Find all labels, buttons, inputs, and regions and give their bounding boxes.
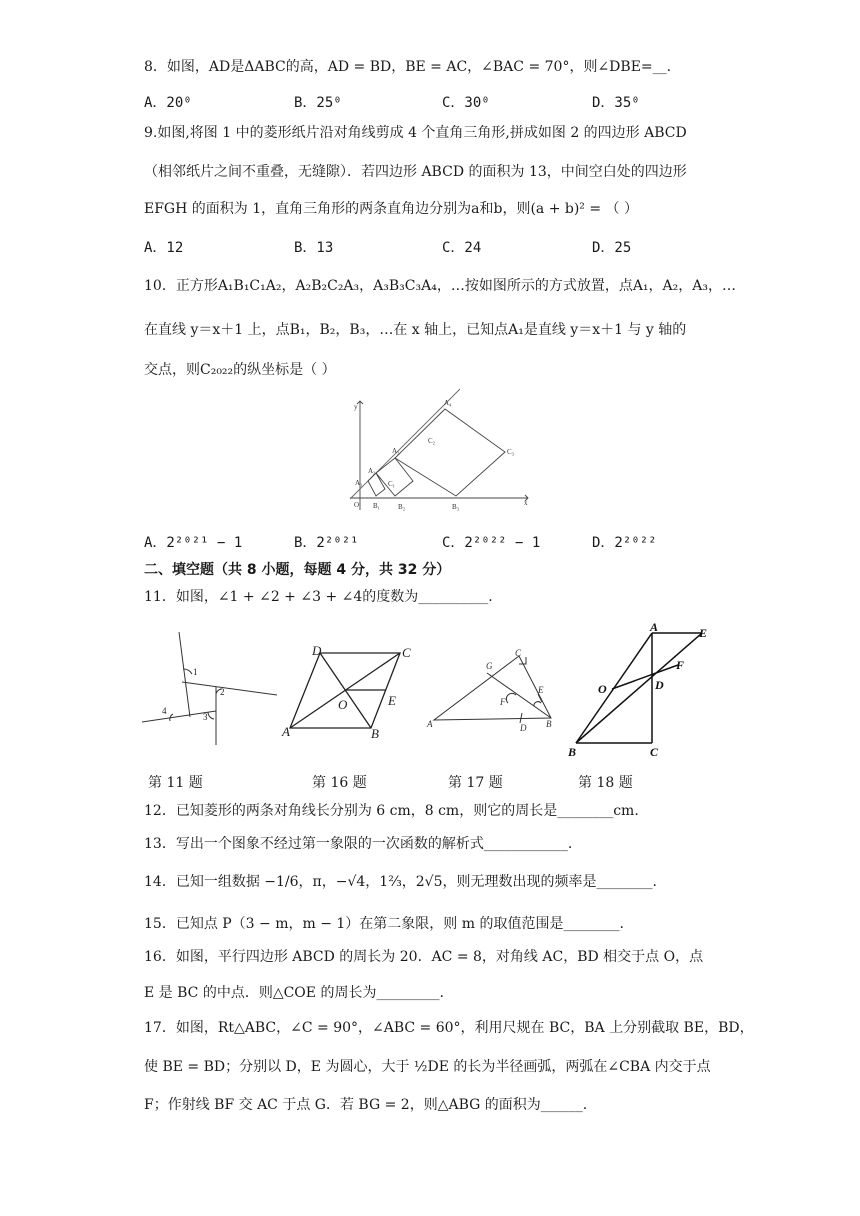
q8-option-d: D．35⁰ <box>592 95 640 111</box>
caption-figure-16: 第 16 题 <box>312 775 367 791</box>
fig11-angle-2: 2 <box>220 687 225 697</box>
q10-fig-label-b1: B₁ <box>373 502 381 510</box>
fig17-label-f: F <box>500 697 506 707</box>
section-2-heading: 二、填空题（共 8 小题，每题 4 分，共 32 分） <box>144 562 451 578</box>
fig17-label-d: D <box>520 723 527 733</box>
q10-fig-label-c3: C₃ <box>507 448 515 456</box>
figure-16 <box>282 643 422 743</box>
fig11-angle-4: 4 <box>162 706 167 716</box>
fig18-label-c: C <box>650 745 659 759</box>
q10-option-c: C．2²⁰²² − 1 <box>442 535 541 551</box>
figure-18 <box>566 620 726 759</box>
q10-fig-label-x: x <box>524 499 528 507</box>
q10-fig-label-a2: A₂ <box>368 467 376 475</box>
question-14-text: 14．已知一组数据 −1/6，π，−√4，1⅔，2√5，则无理数出现的频率是________. <box>144 874 657 890</box>
q10-fig-label-o: O <box>354 501 360 509</box>
caption-figure-18: 第 18 题 <box>578 775 633 791</box>
figure-11 <box>142 625 282 745</box>
question-17-line-3: F；作射线 BF 交 AC 于点 G．若 BG = 2，则△ABG 的面积为______. <box>144 1097 588 1113</box>
question-12-text: 12．已知菱形的两条对角线长分别为 6 cm，8 cm，则它的周长是________cm. <box>144 803 639 819</box>
q9-option-d: D．25 <box>592 240 632 256</box>
q10-fig-label-b3: B₃ <box>452 503 460 511</box>
q10-fig-label-c2: C₂ <box>428 437 436 445</box>
question-16-line-2: E 是 BC 的中点．则△COE 的周长为_________. <box>144 985 444 1001</box>
fig17-label-a: A <box>427 719 433 729</box>
fig16-label-o: O <box>338 697 348 712</box>
fig16-label-b: B <box>371 726 379 741</box>
fig11-angle-3: 3 <box>203 712 208 722</box>
fig18-label-d: D <box>655 678 664 692</box>
question-16-line-1: 16．如图，平行四边形 ABCD 的周长为 20．AC = 8，对角线 AC，BD 相交于点 O，点 <box>144 949 704 965</box>
question-17-line-2: 使 BE = BD；分别以 D，E 为圆心，大于 ½DE 的长为半径画弧，两弧在∠CBA 内交于点 <box>144 1059 711 1075</box>
question-9-line-1: 9.如图,将图 1 中的菱形纸片沿对角线剪成 4 个直角三角形,拼成如图 2 的四边形 ABCD <box>144 125 687 141</box>
q10-fig-label-b2: B₂ <box>398 503 406 511</box>
fig16-label-d: D <box>312 643 322 658</box>
fig16-label-c: C <box>402 645 411 660</box>
q10-option-d: D．2²⁰²² <box>592 535 657 551</box>
figure-17 <box>424 647 564 747</box>
fig16-label-e: E <box>388 693 396 708</box>
question-9-line-3: EFGH 的面积为 1，直角三角形的两条直角边分别为a和b，则(a + b)² = （ ） <box>144 201 638 217</box>
q9-option-b: B．13 <box>294 240 334 256</box>
question-10-line-3: 交点，则C₂₀₂₂的纵坐标是（ ） <box>144 362 336 378</box>
question-10-line-1: 10．正方形A₁B₁C₁A₂，A₂B₂C₂A₃，A₃B₃C₃A₄，…按如图所示的方式放置，点A₁，A₂，A₃，… <box>144 278 736 294</box>
question-11-text: 11．如图，∠1 + ∠2 + ∠3 + ∠4的度数为__________. <box>144 589 493 605</box>
question-17-line-1: 17．如图，Rt△ABC，∠C = 90°，∠ABC = 60°，利用尺规在 BC，BA 上分别截取 BE，BD， <box>144 1020 754 1036</box>
fig17-label-b: B <box>546 719 552 729</box>
fig17-label-g: G <box>486 661 493 671</box>
question-15-text: 15．已知点 P（3 − m，m − 1）在第二象限，则 m 的取值范围是________. <box>144 916 624 932</box>
question-8-text: 8．如图，AD是ΔABC的高，AD = BD，BE = AC，∠BAC = 70°，则∠DBE=__. <box>144 59 672 75</box>
q8-option-c: C．30⁰ <box>442 95 490 111</box>
fig18-label-e: E <box>699 626 708 640</box>
question-10-line-2: 在直线 y＝x＋1 上，点B₁，B₂，B₃，…在 x 轴上，已知点A₁是直线 y＝x＋1 与 y 轴的 <box>144 322 687 338</box>
fig18-label-f: F <box>676 658 685 672</box>
fig11-angle-1: 1 <box>193 667 198 677</box>
fig16-label-a: A <box>282 724 290 739</box>
q10-figure <box>340 395 540 525</box>
q10-fig-label-y: y <box>354 403 358 411</box>
q8-option-b: B．25⁰ <box>294 95 342 111</box>
fig18-label-b: B <box>568 745 577 759</box>
caption-figure-17: 第 17 题 <box>448 775 503 791</box>
q10-fig-label-c1: C₁ <box>388 480 396 488</box>
question-13-text: 13．写出一个图象不经过第一象限的一次函数的解析式____________. <box>144 836 573 852</box>
question-9-line-2: （相邻纸片之间不重叠，无缝隙）．若四边形 ABCD 的面积为 13，中间空白处的四边形 <box>144 164 687 180</box>
caption-figure-11: 第 11 题 <box>148 775 203 791</box>
fig18-label-a: A <box>650 620 659 634</box>
q10-option-b: B．2²⁰²¹ <box>294 535 359 551</box>
q10-fig-label-a4: A₄ <box>444 399 452 407</box>
fig17-label-c: C <box>515 648 522 658</box>
q10-option-a: A．2²⁰²¹ − 1 <box>144 535 243 551</box>
q10-fig-label-a3: A₃ <box>392 447 400 455</box>
q9-option-a: A．12 <box>144 240 184 256</box>
q9-option-c: C．24 <box>442 240 482 256</box>
q8-option-a: A．20⁰ <box>144 95 192 111</box>
fig18-label-o: O <box>598 682 607 696</box>
fig17-label-e: E <box>538 685 544 695</box>
q10-fig-label-a1: A₁ <box>355 479 363 487</box>
